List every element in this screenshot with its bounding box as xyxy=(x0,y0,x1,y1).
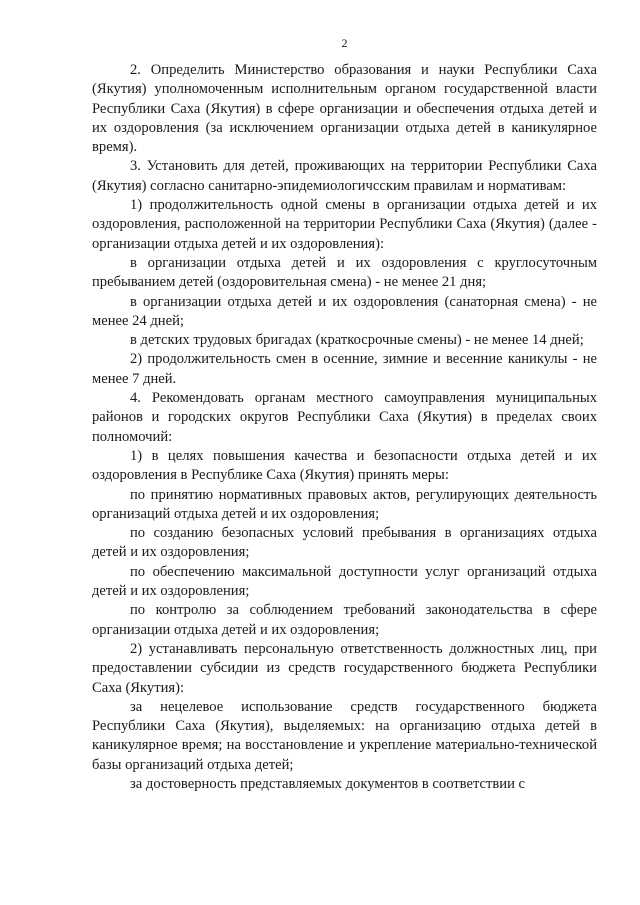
paragraph-item-2: 2. Определить Министерство образования и науки Республики Саха (Якутия) уполномоченным исполнительным органом государственной власти Республики Саха (Якутия) в сфере организации и обеспечения отдыха детей и их оздоровления (за исключением организации отдыха детей в каникулярное время). xyxy=(92,62,597,156)
paragraph-sanatorium-shift: в организации отдыха детей и их оздоровления (санаторная смена) - не менее 24 дней; xyxy=(92,293,597,329)
paragraph-labor-brigades: в детских трудовых бригадах (краткосрочные смены) - не менее 14 дней; xyxy=(130,332,584,349)
paragraph-subitem-4-2: 2) устанавливать персональную ответственность должностных лиц, при предоставлении субсидии из средств государственного бюджета Республики Саха (Якутия): xyxy=(92,640,597,696)
paragraph-item-4: 4. Рекомендовать органам местного самоуправления муниципальных районов и городских округов Республики Саха (Якутия) в пределах своих полномочий: xyxy=(92,390,597,445)
paragraph-subitem-4-1: 1) в целях повышения качества и безопасности отдыха детей и их оздоровления в Республике Саха (Якутия) принять меры: xyxy=(92,447,597,484)
paragraph-round-the-clock-shift: в организации отдыха детей и их оздоровления с круглосуточным пребыванием детей (оздоровительная смена) - не менее 21 дня; xyxy=(92,254,597,291)
paragraph-subitem-3-1: 1) продолжительность одной смены в организации отдыха детей и их оздоровления, расположенной на территории Республики Саха (Якутия) (далее - организации отдыха детей и их оздоровления): xyxy=(92,197,597,252)
paragraph-item-3: 3. Установить для детей, проживающих на территории Республики Саха (Якутия) согласно санитарно-эпидемиологичсским правилам и нормативам: xyxy=(92,158,597,194)
paragraph-compliance-control: по контролю за соблюдением требований законодательства в сфере организации отдыха детей и их оздоровления; xyxy=(92,602,597,638)
paragraph-accessibility: по обеспечению максимальной доступности услуг организаций отдыха детей и их оздоровления; xyxy=(92,563,597,600)
paragraph-misuse-of-funds: за нецелевое использование средств государственного бюджета Республики Саха (Якутия), выделяемых: на организацию отдыха детей в каникулярное время; на восстановление и укрепление материально-технической базы организаций отдыха детей; xyxy=(92,698,597,773)
paragraph-normative-acts: по принятию нормативных правовых актов, регулирующих деятельность организаций отдыха детей и их оздоровления; xyxy=(92,486,597,522)
page-number: 2 xyxy=(341,36,348,50)
document-page xyxy=(92,36,597,794)
paragraph-document-accuracy: за достоверность представляемых документов в соответствии с xyxy=(130,775,526,792)
paragraph-subitem-3-2: 2) продолжительность смен в осенние, зимние и весенние каникулы - не менее 7 дней. xyxy=(92,351,597,387)
paragraph-safe-conditions: по созданию безопасных условий пребывания в организациях отдыха детей и их оздоровления; xyxy=(92,525,597,561)
